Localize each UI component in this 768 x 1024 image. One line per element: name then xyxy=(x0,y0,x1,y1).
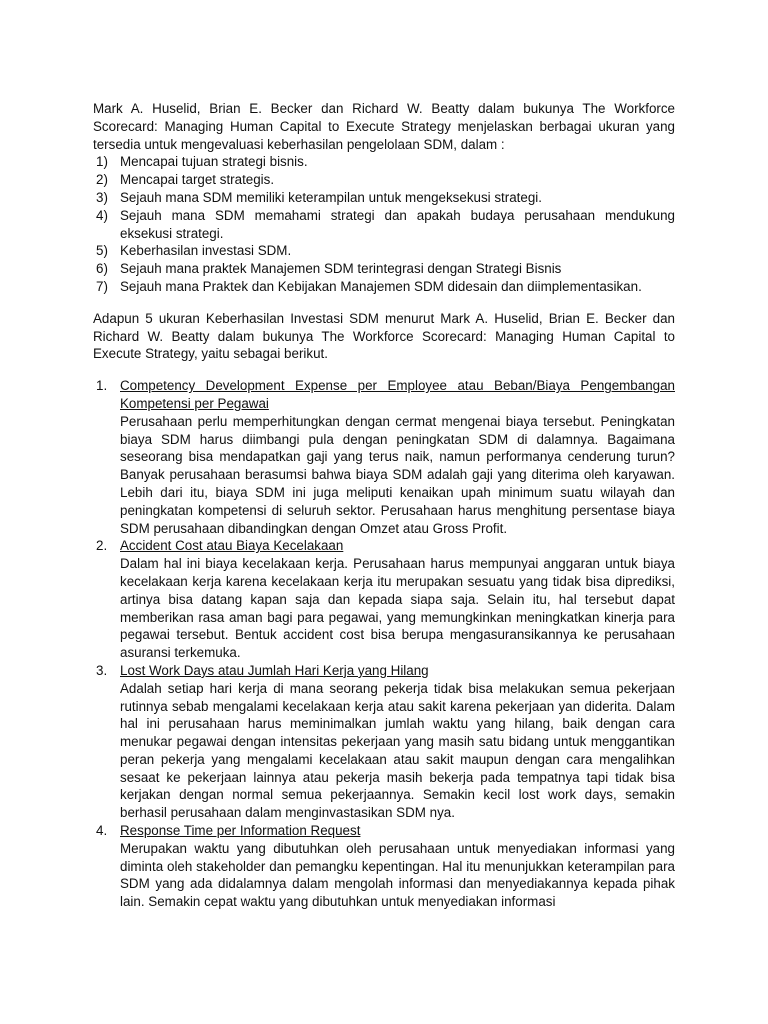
measure-number: 4. xyxy=(96,823,108,839)
list-number: 1) xyxy=(96,154,108,170)
measure-body: Perusahaan perlu memperhitungkan dengan cermat mengenai biaya tersebut. Peningkatan biaya SDM harus diimbangi pula dengan peningkatan SDM di dalamnya. Bagaimana seseorang bisa mendapatkan gaji yang terus naik, namun performanya cenderung turun? Banyak perusahaan berasumsi bahwa biaya SDM adalah gaji yang diterima oleh karyawan. Lebih dari itu, biaya SDM ini juga meliputi kenaikan upah minimum suatu wilayah dan peningkatan kompetensi di seluruh sektor. Perusahaan harus menghitung persentase biaya SDM perusahaan dibandingkan dengan Omzet atau Gross Profit. xyxy=(120,413,675,536)
list-number: 3) xyxy=(96,189,108,205)
list-item-text: Keberhasilan investasi SDM. xyxy=(120,243,292,259)
measure-item xyxy=(93,377,675,537)
list-item xyxy=(93,260,675,278)
measure-number: 1. xyxy=(96,378,108,394)
list-number: 2) xyxy=(96,172,108,188)
measure-title: Accident Cost atau Biaya Kecelakaan xyxy=(120,538,344,554)
list-item xyxy=(93,207,675,243)
measure-item xyxy=(93,537,675,662)
measure-title: Competency Development Expense per Employee atau Beban/Biaya Pengembangan Kompetensi per Pegawai xyxy=(120,378,675,411)
measure-body: Dalam hal ini biaya kecelakaan kerja. Perusahaan harus mempunyai anggaran untuk biaya kecelakaan kerja karena kecelakaan kerja itu merupakan sesuatu yang tidak bisa diprediksi, artinya bisa datang kapan saja dan kepada siapa saja. Selain itu, hal tersebut dapat memberikan rasa aman bagi para pegawai, yang memungkinkan meningkatkan kinerja para pegawai tersebut. Bentuk accident cost bisa berupa mengasuransikannya ke perusahaan asuransi terkemuka. xyxy=(120,556,675,661)
measure-title: Response Time per Information Request xyxy=(120,823,361,839)
list-item xyxy=(93,153,675,171)
list-item xyxy=(93,278,675,296)
measure-title: Lost Work Days atau Jumlah Hari Kerja yang Hilang xyxy=(120,662,429,678)
list-item xyxy=(93,171,675,189)
list-number: 4) xyxy=(96,207,108,223)
intro-paragraph: Mark A. Huselid, Brian E. Becker dan Richard W. Beatty dalam bukunya The Workforce Scorecard: Managing Human Capital to Execute Strategy menjelaskan berbagai ukuran yang tersedia untuk mengevaluasi keberhasilan pengelolaan SDM, dalam : xyxy=(93,101,675,152)
measure-number: 2. xyxy=(96,538,108,554)
list-item-text: Mencapai target strategis. xyxy=(120,172,275,188)
investment-measures-list xyxy=(93,377,675,911)
success-measures-list xyxy=(93,153,675,295)
measure-item xyxy=(93,822,675,911)
measure-item xyxy=(93,662,675,822)
measure-body: Merupakan waktu yang dibutuhkan oleh perusahaan untuk menyediakan informasi yang diminta oleh stakeholder dan pemangku kepentingan. Hal itu menunjukkan keterampilan para SDM yang ada didalamnya dalam mengolah informasi dan menyediakannya kepada pihak lain. Semakin cepat waktu yang dibutuhkan untuk menyediakan informasi xyxy=(120,840,675,910)
list-number: 7) xyxy=(96,278,108,294)
measure-body: Adalah setiap hari kerja di mana seorang pekerja tidak bisa melakukan semua pekerjaan rutinnya sebab mengalami kecelakaan kerja atau sakit karena pekerjaan yan diderita. Dalam hal ini perusahaan harus meminimalkan jumlah waktu yang hilang, baik dengan cara menukar pegawai dengan intensitas pekerjaan yang masih satu bidang untuk menggantikan peran pekerja yang mengalami kecelakaan atau sakit maupun dengan cara mengalihkan sesaat ke pekerjaan lainnya atau pekerja masih bekerja pada tempatnya tapi tidak bisa kerjakan dengan normal semua pekerjaannya. Semakin kecil lost work days, semakin berhasil perusahaan dalam menginvastasikan SDM nya. xyxy=(120,680,675,821)
list-item-text: Sejauh mana SDM memiliki keterampilan untuk mengeksekusi strategi. xyxy=(120,189,542,205)
measure-number: 3. xyxy=(96,662,108,678)
list-item xyxy=(93,242,675,260)
list-item xyxy=(93,189,675,207)
list-item-text: Mencapai tujuan strategi bisnis. xyxy=(120,154,308,170)
list-number: 5) xyxy=(96,243,108,259)
list-item-text: Sejauh mana SDM memahami strategi dan apakah budaya perusahaan mendukung eksekusi strategi. xyxy=(120,207,675,241)
list-number: 6) xyxy=(96,261,108,277)
measures-intro-paragraph: Adapun 5 ukuran Keberhasilan Investasi SDM menurut Mark A. Huselid, Brian E. Becker dan Richard W. Beatty dalam bukunya The Workforce Scorecard: Managing Human Capital to Execute Strategy, yaitu sebagai berikut. xyxy=(93,310,675,362)
list-item-text: Sejauh mana Praktek dan Kebijakan Manajemen SDM didesain dan diimplementasikan. xyxy=(120,278,642,294)
list-item-text: Sejauh mana praktek Manajemen SDM terintegrasi dengan Strategi Bisnis xyxy=(120,261,562,277)
